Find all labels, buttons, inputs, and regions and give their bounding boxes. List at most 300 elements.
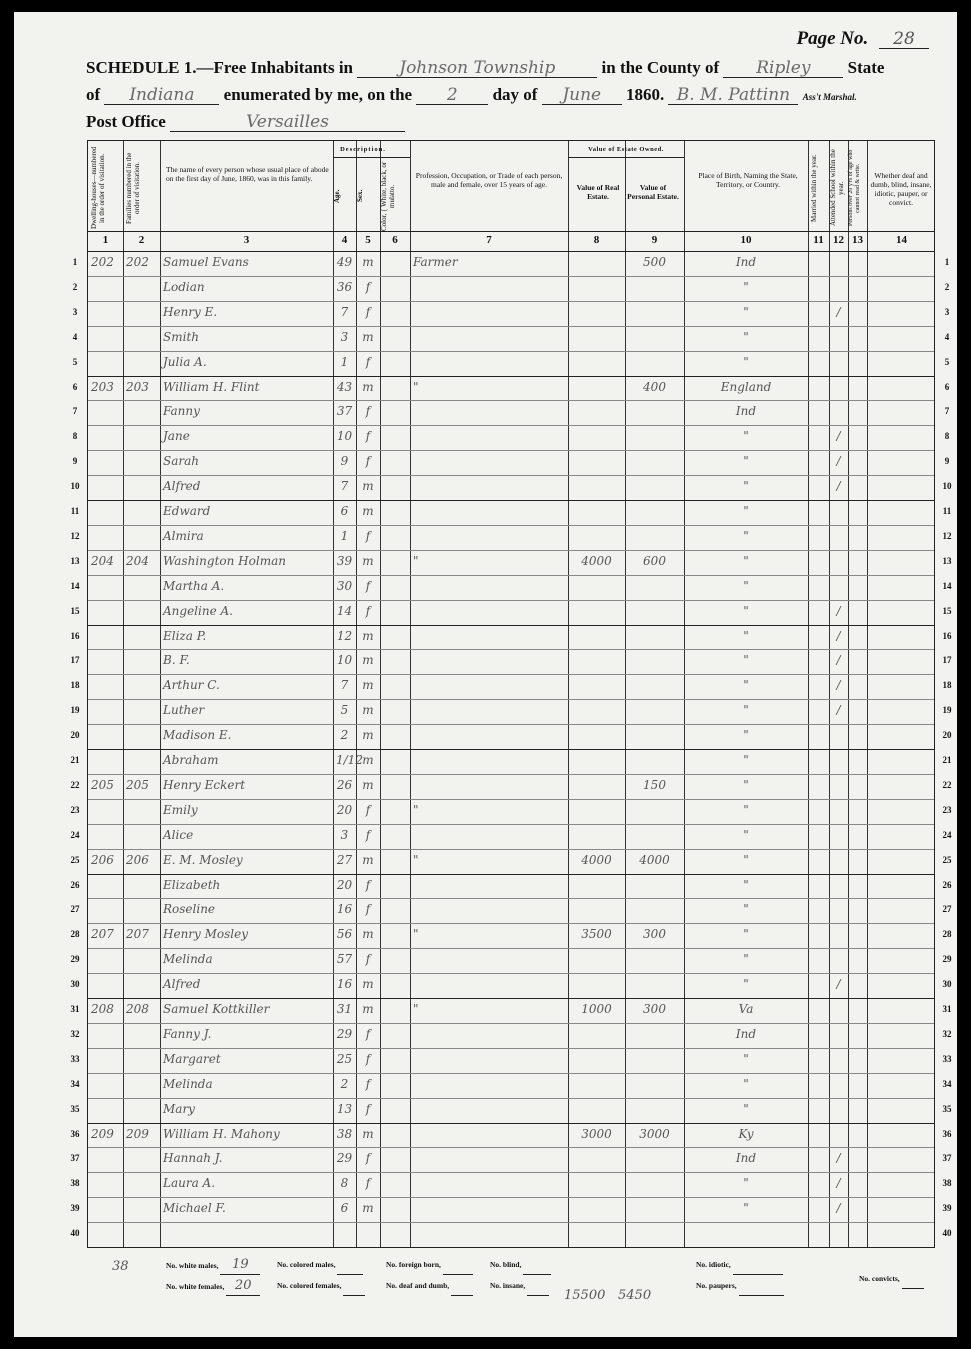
sex: m [362,379,374,394]
column-number: 10 [740,234,752,246]
row-number: 12 [942,530,952,541]
age: 9 [340,454,349,469]
colored-males-label: No. colored males, [277,1260,336,1269]
real-estate-value: 1000 [581,1002,612,1016]
person-name: Mary [163,1101,195,1116]
sex: m [362,504,374,518]
sex: f [365,429,371,444]
row-number: 1 [944,257,950,267]
row-number: 37 [70,1153,80,1164]
row-number: 36 [70,1128,80,1139]
row-rule [88,1222,934,1223]
column-divider [380,141,381,1247]
col-11-heading [810,145,828,231]
of-label: of [86,85,101,104]
person-name: Madison E. [163,728,232,743]
white-males-value: 19 [220,1256,260,1275]
row-rule [88,774,934,775]
person-name: Alice [163,827,194,842]
age: 7 [340,479,349,494]
sex: f [365,603,371,618]
white-females [166,1277,260,1296]
row-number: 31 [70,1004,80,1014]
row-rule [88,425,934,426]
row-number: 25 [70,854,80,865]
row-number: 20 [70,730,80,741]
sex: f [365,827,371,842]
row-number: 25 [942,854,952,865]
row-number: 20 [942,730,952,741]
insane-label: No. insane, [490,1281,526,1290]
place-of-birth: " [743,852,749,867]
row-number: 11 [70,506,80,516]
row-rule [88,550,934,551]
sex: m [362,628,374,643]
county-field: Ripley [723,59,843,78]
attended-school: / [836,1176,841,1191]
marshal-label: Ass't Marshal. [802,92,857,102]
row-number: 3 [72,306,78,317]
row-rule [88,1247,934,1248]
attended-school: / [836,304,841,319]
place-of-birth: Ind [735,255,757,269]
person-name: Emily [163,802,198,817]
row-rule [88,301,934,302]
row-number: 27 [942,904,952,915]
sex: m [362,753,374,767]
row-number: 32 [942,1028,952,1039]
sex: m [362,927,374,942]
age: 37 [336,404,353,419]
person-name: Laura A. [163,1176,216,1191]
township-field: Johnson Township [357,59,597,78]
row-number: 5 [72,356,78,367]
day-of-label: day of [492,85,538,104]
colored-females [277,1277,365,1296]
row-number: 22 [70,779,80,790]
dwelling-number: 206 [91,852,114,867]
family-number: 208 [126,1002,149,1016]
row-rule [88,1172,934,1173]
place-of-birth: " [743,279,749,294]
column-divider [829,141,830,1247]
person-name: Angeline A. [163,603,233,618]
person-name: Henry E. [163,304,218,319]
row-number: 29 [70,954,80,965]
sex: m [362,653,374,668]
person-name: William H. Mahony [163,1126,280,1141]
attended-school: / [836,977,841,992]
person-name: Arthur C. [163,678,220,693]
real-estate-total: 15500 [564,1288,606,1303]
person-name: William H. Flint [163,379,260,394]
place-of-birth: Ind [735,404,757,419]
row-rule [88,1123,934,1124]
idiotic-label: No. idiotic, [696,1260,731,1269]
age: 39 [336,553,353,568]
attended-school: / [836,454,841,469]
page-number-label: Page No. [796,28,869,49]
row-rule [88,475,934,476]
row-rule [88,923,934,924]
age: 49 [336,255,353,269]
year-label: 1860. [625,85,665,104]
sex: f [365,1151,371,1166]
sex: m [362,728,374,743]
occupation: " [413,927,419,942]
row-number: 22 [942,779,952,790]
age: 13 [336,1101,353,1116]
person-name: Jane [163,429,190,444]
attended-school: / [836,1151,841,1166]
dwelling-number: 207 [91,927,114,942]
row-number: 27 [70,904,80,915]
row-rule [88,724,934,725]
row-number: 35 [70,1103,80,1114]
header-line-2 [86,85,857,105]
place-of-birth: " [743,927,749,942]
heading-rule [568,157,684,158]
sex: f [365,877,371,892]
age: 27 [336,852,353,867]
col-6-heading [380,161,404,231]
row-number: 4 [944,331,950,342]
census-page [14,12,957,1337]
attended-school: / [836,628,841,643]
col-8-heading: Value of Real Estate. [576,183,620,201]
row-number: 9 [72,456,78,467]
person-name: Melinda [163,1076,213,1091]
attended-school: / [836,1201,841,1216]
row-rule [88,898,934,899]
col-2-text: Families numbered in the order of visitation. [125,152,141,224]
row-number: 16 [942,630,952,641]
column-number: 1 [102,234,109,246]
age: 5 [340,703,349,718]
person-name: Martha A. [163,578,225,593]
sex: m [362,479,374,494]
col-13-heading [848,145,866,231]
col-4-text: Age. [333,189,341,203]
person-name: Samuel Evans [163,255,249,269]
enumerated-label: enumerated by me, on the [223,85,413,104]
sex: f [365,304,371,319]
age: 38 [336,1126,353,1141]
col-1-heading [90,145,120,231]
row-number: 7 [944,406,950,417]
census-table [87,140,935,1248]
row-number: 28 [70,929,80,940]
place-of-birth: Va [738,1002,754,1016]
row-number: 3 [944,306,950,317]
real-estate-value: 4000 [581,852,612,867]
white-males-label: No. white males, [166,1261,219,1270]
occupation: " [413,379,419,394]
place-of-birth: " [743,977,749,992]
column-number: 3 [243,234,250,246]
personal-estate-value: 3000 [639,1126,670,1141]
row-rule [88,1147,934,1148]
column-number: 2 [138,234,145,246]
row-number: 21 [942,755,952,765]
age: 6 [340,1201,349,1216]
row-number: 26 [942,879,952,890]
row-rule [88,1048,934,1049]
age: 8 [340,1176,349,1191]
age: 20 [336,802,353,817]
person-name: Smith [163,329,199,344]
row-number: 38 [70,1178,80,1189]
place-of-birth: " [743,454,749,469]
row-rule [88,276,934,277]
person-name: Melinda [163,952,213,967]
row-number: 17 [942,655,952,666]
row-number: 35 [942,1103,952,1114]
sex: f [365,802,371,817]
row-number: 8 [944,431,950,442]
column-number: 7 [486,234,492,246]
age: 43 [336,379,353,394]
column-divider [568,141,569,1247]
person-name: B. F. [163,653,190,668]
col-9-heading: Value of Personal Estate. [627,183,679,201]
age: 1 [340,354,349,369]
place-of-birth: " [743,304,749,319]
blind [490,1256,551,1275]
foreign-born-label: No. foreign born, [386,1260,441,1269]
age: 1 [340,528,349,543]
col-3-heading: The name of every person whose usual place of abode on the first day of June, 1860, was in this family. [166,165,329,183]
age: 20 [336,877,353,892]
row-number: 24 [942,829,952,840]
dwelling-number: 204 [91,553,114,568]
row-number: 31 [942,1004,952,1014]
row-number: 28 [942,929,952,940]
post-office-field: Versailles [170,113,405,132]
header-line-1 [86,58,884,78]
place-of-birth: " [743,902,749,917]
age: 29 [336,1026,353,1041]
sex: m [362,977,374,992]
sex: f [365,902,371,917]
row-number: 24 [70,829,80,840]
row-rule [88,500,934,501]
row-number: 13 [70,555,80,566]
row-number: 30 [942,979,952,990]
age: 2 [340,728,349,743]
place-of-birth: " [743,728,749,743]
sex: m [362,703,374,718]
sex: m [362,1126,374,1141]
age: 6 [340,504,349,518]
age: 30 [336,578,353,593]
white-males [166,1256,260,1275]
column-divider [848,141,849,1247]
insane [490,1277,549,1296]
occupation: " [413,852,419,867]
colored-females-label: No. colored females, [277,1281,342,1290]
state-label: State [847,58,885,77]
personal-estate-value: 300 [643,1002,666,1016]
place-of-birth: " [743,703,749,718]
personal-estate-value: 600 [643,553,666,568]
row-rule [88,799,934,800]
family-number: 206 [126,852,149,867]
deaf-dumb [386,1277,473,1296]
age: 1/12 [336,753,363,767]
dwelling-number: 209 [91,1126,114,1141]
attended-school: / [836,429,841,444]
row-number: 7 [72,406,78,417]
row-number: 19 [70,705,80,716]
attended-school: / [836,479,841,494]
column-number: 14 [896,234,907,246]
col-10-heading: Place of Birth, Naming the State, Territory, or Country. [698,171,798,189]
col-12-heading [829,145,847,231]
column-divider [123,141,124,1247]
column-number: 6 [392,234,398,246]
foreign-born [386,1256,473,1275]
place-of-birth: Ind [735,1151,757,1166]
sex: f [365,1176,371,1191]
col-11-text: Married within the year. [810,154,818,222]
place-of-birth: " [743,877,749,892]
row-number: 15 [70,605,80,616]
person-name: Alfred [163,977,201,992]
column-number: 4 [341,234,348,246]
row-number: 1 [72,257,78,267]
personal-estate-value: 150 [643,777,666,792]
age: 16 [336,977,353,992]
col-14-heading: Whether deaf and dumb, blind, insane, idiotic, pauper, or convict. [870,171,932,207]
state-field: Indiana [104,86,219,105]
personal-estate-total: 5450 [618,1288,652,1303]
white-females-value: 20 [226,1277,260,1296]
person-name: Samuel Kottkiller [163,1002,270,1016]
sex: f [365,1051,371,1066]
age: 7 [340,304,349,319]
row-number: 14 [942,580,952,591]
row-number: 32 [70,1028,80,1039]
attended-school: / [836,653,841,668]
col-12-text: Attended School within the year. [829,149,845,227]
age: 26 [336,777,353,792]
row-number: 5 [944,356,950,367]
post-office-label: Post Office [86,112,166,131]
sex: f [365,404,371,419]
age: 25 [336,1051,353,1066]
family-number: 202 [126,255,149,269]
heading-rule [333,157,410,158]
place-of-birth: " [743,777,749,792]
col-5-heading [356,161,378,231]
person-name: Michael F. [163,1201,226,1216]
column-number: 12 [833,234,844,246]
page-tally: 38 [112,1259,129,1274]
sex: m [362,852,374,867]
age: 10 [336,429,353,444]
col-13-text: Persons over 20 y'rs of age who cannot read & write. [848,149,861,227]
row-number: 6 [944,381,950,392]
sex: f [365,454,371,469]
personal-estate-value: 4000 [639,852,670,867]
real-estate-value: 3000 [581,1126,612,1141]
row-number: 33 [70,1053,80,1064]
age: 36 [336,279,353,294]
real-estate-value: 3500 [581,927,612,942]
row-number: 16 [70,630,80,641]
row-number: 29 [942,954,952,965]
age: 14 [336,603,353,618]
sex: f [365,578,371,593]
age: 16 [336,902,353,917]
person-name: Alfred [163,479,201,494]
sex: f [365,952,371,967]
person-name: Abraham [163,753,219,767]
person-name: Elizabeth [163,877,221,892]
sex: f [365,1026,371,1041]
person-name: Julia A. [163,354,207,369]
column-divider [808,141,809,1247]
row-number: 34 [942,1078,952,1089]
personal-estate-value: 500 [643,255,666,269]
col-5-text: Sex. [356,189,364,203]
row-rule [88,1197,934,1198]
page-number [796,28,929,50]
place-of-birth: " [743,1051,749,1066]
place-of-birth: " [743,1176,749,1191]
idiotic [696,1256,783,1275]
col-4-heading [333,161,355,231]
row-number: 23 [942,804,952,815]
sex: m [362,678,374,693]
row-rule [88,674,934,675]
occupation: " [413,802,419,817]
column-number: 13 [852,234,863,246]
column-divider [625,141,626,1247]
person-name: Sarah [163,454,199,469]
occupation: " [413,553,419,568]
age: 12 [336,628,353,643]
family-number: 209 [126,1126,149,1141]
place-of-birth: " [743,504,749,518]
dwelling-number: 205 [91,777,114,792]
place-of-birth: " [743,753,749,767]
person-name: Edward [163,504,211,518]
place-of-birth: " [743,1101,749,1116]
place-of-birth: " [743,603,749,618]
row-rule [88,699,934,700]
age: 7 [340,678,349,693]
sex: f [365,354,371,369]
person-name: E. M. Mosley [163,852,243,867]
person-name: Henry Eckert [163,777,246,792]
header-rule [88,231,934,232]
age: 3 [340,827,349,842]
person-name: Fanny J. [163,1026,212,1041]
row-number: 40 [942,1228,952,1239]
day-field: 2 [416,86,488,105]
age: 2 [340,1076,349,1091]
row-number: 34 [70,1078,80,1089]
white-females-label: No. white females, [166,1282,225,1291]
sex: m [362,1201,374,1216]
row-number: 12 [70,530,80,541]
person-name: Washington Holman [163,553,286,568]
sex: m [362,255,374,269]
row-number: 18 [70,680,80,691]
convicts-label: No. convicts, [859,1274,900,1283]
